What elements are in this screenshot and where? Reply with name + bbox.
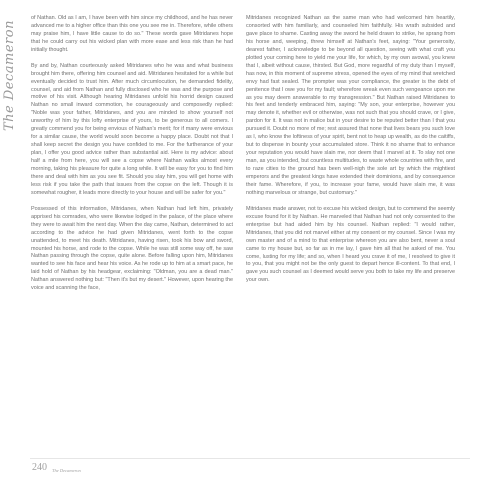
paragraph: of Nathan. Old as I am, I have been with him since my childhood, and he has never advanced me to a higher office than this one you see me in. Therefore, while others may praise him, I have little cause to do so." These words gave Mitridanes hope that he could carry out his wicked plan with more ease and less risk than he had initially thought. bbox=[31, 15, 233, 53]
paragraph: Mitridanes made answer, not to excuse his wicked design, but to commend the seemly excuse found for it by Nathan. He marveled that Nathan had not only consented to the enterprise but had aided him by his counsel. Nathan replied: "I would rather, Mitridanes, that you did not marvel either at my consent or my counsel. Since I was my own master and of a mind to that enterprise whereon you are also bent, never a soul came to my house but, so far as in me lay, I gave him all that he asked of me. You come, lusting for my life; and so, when I heard you crave it of me, I resolved to give it to you, that you might not be the only guest to depart hence ill-content. To that end, I gave you such counsel as I deemed would serve you both to take my life and preserve your own. bbox=[246, 205, 455, 284]
paragraph: Mitridanes recognized Nathan as the same man who had welcomed him heartily, consorted with him familiarly, and counseled him faithfully. His wrath subsided and gave place to shame. Casting away the sword he held drawn to strike, he sprang from his horse and, weeping, threw himself at Nathan's feet, saying: "Your generosity, dearest father, I acknowledge to be beyond all question, seeing with what craft you plotted your coming here to yield me your life, for which, by my own avowal, you knew that I, albeit without cause, thirsted. But God, more regardful of my duty than I myself, has now, in this moment of supreme stress, opened the eyes of my mind that wretched envy had fast sealed. The prompter was your compliance, the greater is the debt of penitence that I owe you for my fault; wherefore wreak even such vengeance upon me as you may deem answerable to my transgression." But Nathan raised Mitridanes to his feet and tenderly embraced him, saying: "My son, your enterprise, however you may denote it, whether evil or otherwise, was not such that you should crave, or I give, pardon for it. It was not in malice but in your desire to be reputed better than I that you pursued it. Doubt no more of me; rest assured that none that lives bears you such love as I, who know the loftiness of your spirit, bent not to heap up wealth, as do the caitiffs, but to dispense in bounty your accumulated store. Think it no shame that to enhance your reputation you would have slain me, nor deem that I marvel at it. To slay not one man, as you intended, but countless multitudes, to waste whole countries with fire, and to raze cities to the ground has been well-nigh the sole art by which the mightiest emperors and the greatest kings have extended their dominions, and by consequence their fame. Wherefore, if you, to increase your fame, would have slain me, it was nothing marvelous or strange, but customary." bbox=[246, 15, 455, 196]
left-text-column bbox=[31, 15, 233, 301]
page-number: 240 bbox=[32, 462, 47, 473]
paragraph: By and by, Nathan courteously asked Mitridanes who he was and what business brought him there, offering him counsel and aid. Mitridanes hesitated for a while but eventually decided to trust him. After much circumlocution, he demanded fidelity, counsel, and aid from Nathan and fully disclosed who he was and the purpose and motive of his visit. Although hearing Mitridanes unfold his horrid design caused Nathan no small inward commotion, he courageously and composedly replied: "Noble was your father, Mitridanes, and you are minded to show yourself not unworthy of him by this lofty enterprise of yours, to be generous to all comers. I greatly commend you for being envious of Nathan's merit; for if many were envious for a similar cause, the world would soon become a happy place. Doubt not that I shall keep secret the design you have confided to me. For the furtherance of your plan, I offer you good advice rather than substantial aid. Here is my advice: about half a mile from here, you will see a copse where Nathan walks almost every morning, taking his pleasure for quite a long while. It will be easy for you to find him there and deal with him as you see fit. Should you slay him, you will get home with less risk if you take the path that issues from the copse on the left. Though it is somewhat rougher, it leads more directly to your house and will be safer for you." bbox=[31, 62, 233, 196]
side-running-title: The Decameron bbox=[2, 20, 17, 131]
right-text-column bbox=[246, 15, 455, 293]
footer-divider bbox=[30, 458, 470, 459]
paragraph: Possessed of this information, Mitridanes, when Nathan had left him, privately apprised his comrades, who were likewise lodged in the palace, of the place where they were to await him the next day. When the day came, Nathan, determined to act according to the advice he had given Mitridanes, went forth to the copse unattended, to meet his death. Mitridanes, having risen, took his bow and sword, mounted his horse, and rode to the copse. While he was still some way off, he saw Nathan passing through the copse, quite alone. Before falling upon him, Mitridanes wanted to see his face and hear his voice. As he rode up to him at a smart pace, he laid hold of Nathan by his headgear, exclaiming: "Oldman, you are a dead man." Nathan answered nothing but: "Then it's but my desert." However, upon hearing the voice and scanning the face, bbox=[31, 205, 233, 292]
footer-running-title: The Decameron bbox=[52, 468, 81, 473]
